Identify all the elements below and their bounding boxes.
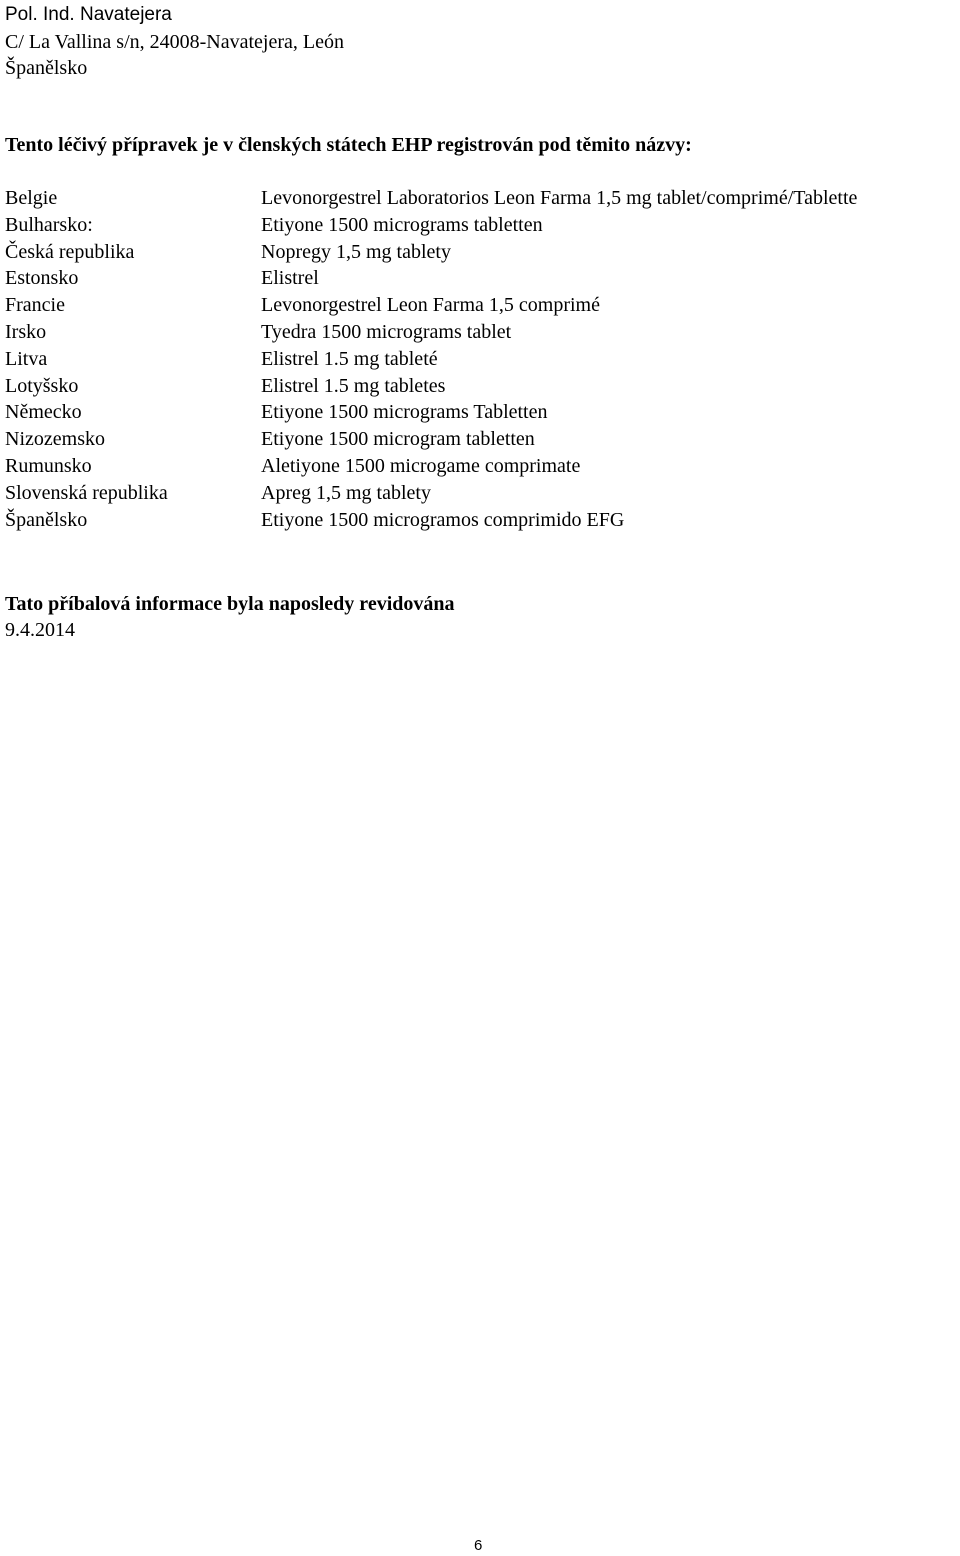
registration-row [5,373,857,400]
product-name: Etiyone 1500 micrograms tabletten [261,213,543,236]
country-name: Francie [5,294,65,317]
registration-row [5,212,857,239]
address-line-2: C/ La Vallina s/n, 24008-Navatejera, León [5,30,344,53]
country-name: Estonsko [5,267,79,290]
registration-row [5,265,857,292]
registration-row [5,399,857,426]
product-name: Aletiyone 1500 microgame comprimate [261,454,581,477]
page-number: 6 [474,1537,483,1554]
country-name: Německo [5,401,82,424]
product-name: Elistrel 1.5 mg tableté [261,347,438,370]
country-name: Lotyšsko [5,374,79,397]
country-name: Irsko [5,320,47,343]
registration-row [5,453,857,480]
product-name: Levonorgestrel Laboratorios Leon Farma 1,5 mg tablet/comprimé/Tablette [261,187,858,209]
registration-row [5,319,857,346]
address-line-3: Španělsko [5,57,88,79]
country-name: Bulharsko: [5,213,93,236]
product-name: Apreg 1,5 mg tablety [261,481,431,504]
product-name: Etiyone 1500 microgram tabletten [261,428,535,451]
revision-date: 9.4.2014 [5,619,75,641]
product-name: Elistrel 1.5 mg tabletes [261,374,446,397]
address-line-1: Pol. Ind. Navatejera [5,4,172,25]
product-name: Etiyone 1500 microgramos comprimido EFG [261,508,625,531]
product-name: Levonorgestrel Leon Farma 1,5 comprimé [261,294,600,317]
product-name: Tyedra 1500 micrograms tablet [261,320,512,343]
registration-row [5,480,857,507]
country-name: Rumunsko [5,454,92,477]
revision-note [5,591,455,643]
registration-row [5,185,857,212]
country-name: Španělsko [5,508,88,531]
registration-row [5,426,857,453]
country-name: Slovenská republika [5,481,168,504]
registration-list [5,185,857,533]
product-name: Etiyone 1500 micrograms Tabletten [261,401,548,424]
country-name: Česká republika [5,240,135,263]
registration-row [5,507,857,534]
country-name: Belgie [5,187,58,209]
revision-title: Tato příbalová informace byla naposledy revidována [5,593,455,615]
country-name: Nizozemsko [5,428,105,451]
product-name: Nopregy 1,5 mg tablety [261,240,451,263]
registration-row [5,292,857,319]
registration-row [5,239,857,266]
section-heading: Tento léčivý přípravek je v členských státech EHP registrován pod těmito názvy: [5,134,692,156]
registration-row [5,346,857,373]
manufacturer-address [5,2,344,82]
country-name: Litva [5,347,48,370]
product-name: Elistrel [261,267,319,290]
